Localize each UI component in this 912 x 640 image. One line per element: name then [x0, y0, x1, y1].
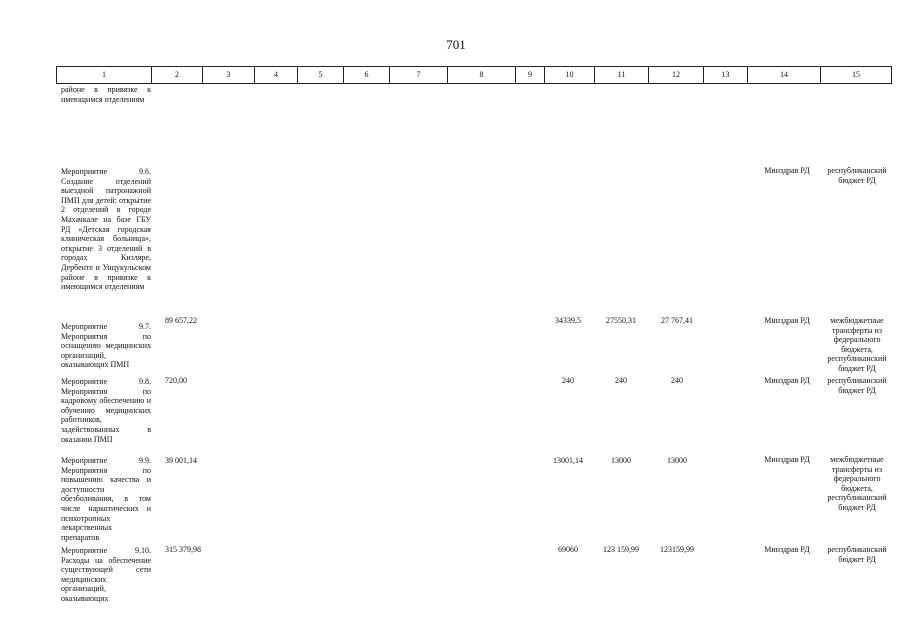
header-col-2: 2 — [152, 67, 203, 83]
header-col-5: 5 — [298, 67, 344, 83]
row-3-description: Мероприятие 9.8. Мероприятия по кадровому обеспечению и обучению медицинских работников, задействованных в оказании ПМП — [61, 377, 151, 444]
header-col-7: 7 — [390, 67, 448, 83]
header-col-13: 13 — [704, 67, 748, 83]
row-2-col11: 27550,31 — [606, 316, 636, 325]
row-4-col12: 13000 — [667, 456, 687, 465]
row-2-col10: 34339,5 — [555, 316, 581, 325]
row-5-col10: 69060 — [558, 545, 578, 554]
row-3-funding-source: республиканский бюджет РД — [827, 376, 887, 395]
header-col-4: 4 — [255, 67, 298, 83]
row-4-executor: Минздрав РД — [764, 455, 810, 464]
row-2-total: 89 657,22 — [165, 316, 197, 325]
row-3-col10: 240 — [562, 376, 574, 385]
header-col-8: 8 — [448, 67, 516, 83]
row-4-col10: 13001,14 — [553, 456, 583, 465]
row-5-total: 315 379,98 — [165, 545, 201, 554]
header-col-11: 11 — [595, 67, 649, 83]
row-3-executor: Минздрав РД — [764, 376, 810, 385]
row-1-description: Мероприятие 9.6. Создание отделений выездной патронажной ПМП для детей: открытие 2 отделений в городе Махачкале на базе ГБУ РД «Детская городская клиническая больница», открытие 3 отделений в городах Кизляре, Дербенте и Унцукульском районе в привязке к имеющимся отделениям — [61, 167, 151, 292]
header-col-6: 6 — [344, 67, 390, 83]
header-col-10: 10 — [545, 67, 595, 83]
table-header — [56, 66, 892, 84]
row-1-executor: Минздрав РД — [764, 166, 810, 175]
header-col-12: 12 — [649, 67, 704, 83]
row-0-description: районе в привязке к имеющимся отделениям — [61, 85, 151, 104]
row-3-col12: 240 — [671, 376, 683, 385]
header-col-3: 3 — [203, 67, 255, 83]
row-5-description: Мероприятие 9.10. Расходы на обеспечение существующей сети медицинских организаций, оказывающих — [61, 546, 151, 603]
row-5-col12: 123159,99 — [660, 545, 694, 554]
row-5-executor: Минздрав РД — [764, 545, 810, 554]
row-2-funding-source: межбюджетные трансферты из федерального бюджета, республиканский бюджет РД — [827, 316, 887, 373]
row-1-funding-source: республиканский бюджет РД — [827, 166, 887, 185]
header-col-14: 14 — [748, 67, 821, 83]
row-4-total: 39 001,14 — [165, 456, 197, 465]
row-4-funding-source: межбюджетные трансферты из федерального бюджета, республиканский бюджет РД — [827, 455, 887, 512]
row-4-description: Мероприятие 9.9. Мероприятия по повышению качества и доступности обезболивания, в том числе наркотических и психотропных лекарственных препаратов — [61, 456, 151, 542]
row-4-col11: 13000 — [611, 456, 631, 465]
page-number: 701 — [446, 37, 466, 52]
row-2-col12: 27 767,41 — [661, 316, 693, 325]
header-col-9: 9 — [516, 67, 545, 83]
row-3-col11: 240 — [615, 376, 627, 385]
header-col-1: 1 — [56, 67, 152, 83]
row-5-funding-source: республиканский бюджет РД — [827, 545, 887, 564]
row-2-executor: Минздрав РД — [764, 316, 810, 325]
row-5-col11: 123 159,99 — [603, 545, 639, 554]
row-2-description: Мероприятие 9.7. Мероприятия по оснащению медицинских организаций, оказывающих ПМП — [61, 322, 151, 370]
row-3-total: 720,00 — [165, 376, 187, 385]
header-col-15: 15 — [821, 67, 892, 83]
